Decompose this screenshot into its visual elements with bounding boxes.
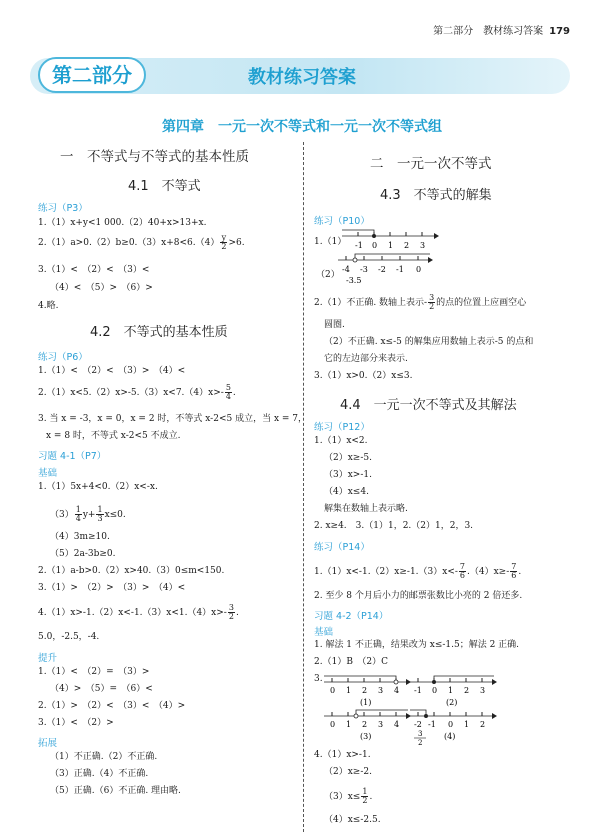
level-basic: 基础 (38, 468, 58, 479)
mark-numerator: 3 (418, 730, 423, 738)
answer-line: （3）正确.（4）不正确. (50, 769, 149, 779)
section-heading-1: 一 不等式与不等式的基本性质 (60, 149, 249, 165)
number-line-3-3 (322, 708, 412, 742)
page-number: 179 (549, 26, 570, 37)
answer-line: 4.（1）x>-1.（2）x<-1.（3）x<1.（4）x>- $\frac{3}{2}$ . (38, 603, 239, 621)
tick-label: 2 (464, 686, 470, 695)
number-line-3-1 (322, 674, 412, 708)
answer-line: 2. 至少 8 个月后小力的邮票张数比小亮的 2 倍还多. (314, 591, 523, 601)
page-header (433, 22, 570, 37)
header-part: 第二部分 (433, 26, 474, 37)
answer-line: 3. (314, 674, 323, 684)
tick-label: -3 (360, 265, 368, 274)
tick-label: -2 (414, 720, 422, 729)
tick-label: 3 (480, 686, 486, 695)
tick-label: 1 (464, 720, 470, 729)
answer-line: （4）> （5）= （6）< (50, 684, 153, 694)
tick-label: 3 (420, 241, 426, 250)
answer-line: （5）2a-3b≥0. (50, 549, 116, 559)
answer-line: 3.（1）> （2）> （3）> （4）< (38, 583, 186, 593)
number-line-1 (340, 228, 440, 254)
caption: (4) (444, 732, 456, 741)
level-basic: 基础 (314, 627, 334, 638)
level-improve: 提升 (38, 653, 58, 664)
problem-set-label-4-2: 习题 4-2（P14） (314, 611, 389, 622)
answer-line: 1. 解法 1 不正确，结果改为 x≤-1.5；解法 2 正确. (314, 640, 520, 650)
header-title: 教材练习答案 (483, 26, 544, 37)
tick-label: -1 (414, 686, 422, 695)
exercise-label-p6: 练习（P6） (38, 352, 88, 363)
answer-line: x = 8 时，不等式 x-2<5 不成立. (46, 431, 181, 441)
answer-line: 4.略. (38, 301, 59, 311)
tick-label: 2 (480, 720, 486, 729)
mark-denominator: 2 (418, 739, 423, 747)
tick-label: 1 (448, 686, 454, 695)
answer-line: 1.（1）< （2）= （3）> (38, 667, 150, 677)
answer-line: 4.（1）x>-1. (314, 750, 371, 760)
answer-line: （2）x≥-5. (324, 453, 372, 463)
answer-line: 解集在数轴上表示略. (324, 504, 408, 514)
answer-line: 2. x≥4. 3.（1）1，2.（2）1，2，3. (314, 521, 474, 531)
answer-line: （4）x≤4. (324, 487, 369, 497)
column-divider (303, 142, 304, 832)
caption: (1) (360, 698, 372, 707)
answer-line: 3. 当 x = -3，x = 0，x = 2 时，不等式 x-2<5 成立，当 x = 7， (38, 414, 308, 424)
tick-label: 0 (416, 265, 422, 274)
number-line-3-2 (408, 674, 498, 708)
banner-title: 教材练习答案 (248, 67, 356, 88)
answer-line: 3.（1）< （2）> (38, 718, 114, 728)
tick-label: 0 (330, 720, 336, 729)
exercise-label-p12: 练习（P12） (314, 422, 370, 433)
mark-label: -3.5 (346, 276, 362, 285)
caption: (2) (446, 698, 458, 707)
answer-line: （1）不正确.（2）不正确. (50, 752, 158, 762)
answer-line: 5.0，-2.5，-4. (38, 632, 100, 642)
tick-label: 3 (378, 720, 384, 729)
answer-line: 3.（1）< （2）< （3）< (38, 265, 150, 275)
caption: (3) (360, 732, 372, 741)
part-badge: 第二部分 (38, 57, 146, 93)
answer-line: 它的左边部分来表示. (324, 354, 408, 364)
tick-label: -1 (428, 720, 436, 729)
answer-line: 3.（1）x>0.（2）x≤3. (314, 371, 413, 381)
answer-line: （4）3m≥10. (50, 532, 110, 542)
tick-label: 0 (432, 686, 438, 695)
answer-line: （3）x≤ $\frac{1}{2}$ . (324, 787, 373, 805)
answer-line: 2.（1）a>0.（2）b≥0.（3）x+8<6.（4） $\frac{y}{2}$ >6. (38, 233, 245, 251)
answer-line: 2.（1）a-b>0.（2）x>40.（3）0≤m<150. (38, 566, 225, 576)
tick-label: 2 (362, 686, 368, 695)
answer-line: 2.（1）x<5.（2）x>-5.（3）x<7.（4）x>- $\frac{5}{4}$ . (38, 383, 236, 401)
answer-line: 1.（1）x<-1.（2）x≥-1.（3）x<- $\frac{7}{6}$ .（4）x≥- $\frac{7}{6}$ . (314, 562, 522, 580)
subsection-4-1: 4.1 不等式 (128, 179, 201, 194)
tick-label: 3 (378, 686, 384, 695)
answer-line: 2.（1）不正确. 数轴上表示- $\frac{3}{2}$ 的点的位置上应画空心 (314, 293, 527, 311)
answer-line: （5）正确.（6）不正确. 理由略. (50, 786, 181, 796)
tick-label: 0 (448, 720, 454, 729)
answer-line: （2）不正确. x≤-5 的解集应用数轴上表示-5 的点和 (324, 337, 534, 347)
tick-label: 1 (346, 686, 352, 695)
tick-label: 1 (346, 720, 352, 729)
subsection-4-3: 4.3 不等式的解集 (380, 188, 492, 203)
subsection-4-4: 4.4 一元一次不等式及其解法 (340, 398, 517, 413)
section-heading-2: 二 一元一次不等式 (370, 156, 492, 172)
answer-line: （2） (316, 270, 340, 280)
answer-line: （3）x>-1. (324, 470, 372, 480)
answer-line: 圆圈. (324, 320, 345, 330)
subsection-4-2: 4.2 不等式的基本性质 (90, 325, 228, 340)
number-line-3-4 (408, 708, 498, 748)
answer-line: （4）x≤-2.5. (324, 815, 381, 825)
tick-label: 1 (388, 241, 394, 250)
tick-label: 0 (372, 241, 378, 250)
answer-line: 1.（1）< （2）< （3）> （4）< (38, 366, 186, 376)
answer-line: 2.（1）B （2）C (314, 657, 389, 667)
answer-line: （3） $\frac{1}{4}$ y+ $\frac{1}{3}$ x≤0. (50, 505, 126, 523)
tick-label: 2 (404, 241, 410, 250)
tick-label: 4 (394, 686, 400, 695)
answer-line: 1.（1） (314, 237, 347, 247)
tick-label: 2 (362, 720, 368, 729)
tick-label: -1 (396, 265, 404, 274)
problem-set-label-4-1: 习题 4-1（P7） (38, 451, 107, 462)
exercise-label-p14: 练习（P14） (314, 542, 370, 553)
tick-label: -1 (355, 241, 363, 250)
tick-label: -4 (342, 265, 350, 274)
answer-line: 2.（1）> （2）< （3）< （4）> (38, 701, 186, 711)
tick-label: 0 (330, 686, 336, 695)
answer-line: （2）x≥-2. (324, 767, 372, 777)
tick-label: 4 (394, 720, 400, 729)
chapter-title: 第四章 一元一次不等式和一元一次不等式组 (162, 119, 442, 135)
number-line-2 (336, 252, 436, 286)
answer-line: 1.（1）5x+4<0.（2）x<-x. (38, 482, 158, 492)
answer-line: （4）< （5）> （6）> (50, 283, 153, 293)
exercise-label-p3: 练习（P3） (38, 203, 88, 214)
answer-line: 1.（1）x+y<1 000.（2）40+x>13+x. (38, 218, 207, 228)
tick-label: -2 (378, 265, 386, 274)
answer-line: 1.（1）x<2. (314, 436, 368, 446)
level-extend: 拓展 (38, 738, 58, 749)
exercise-label-p10: 练习（P10） (314, 216, 370, 227)
